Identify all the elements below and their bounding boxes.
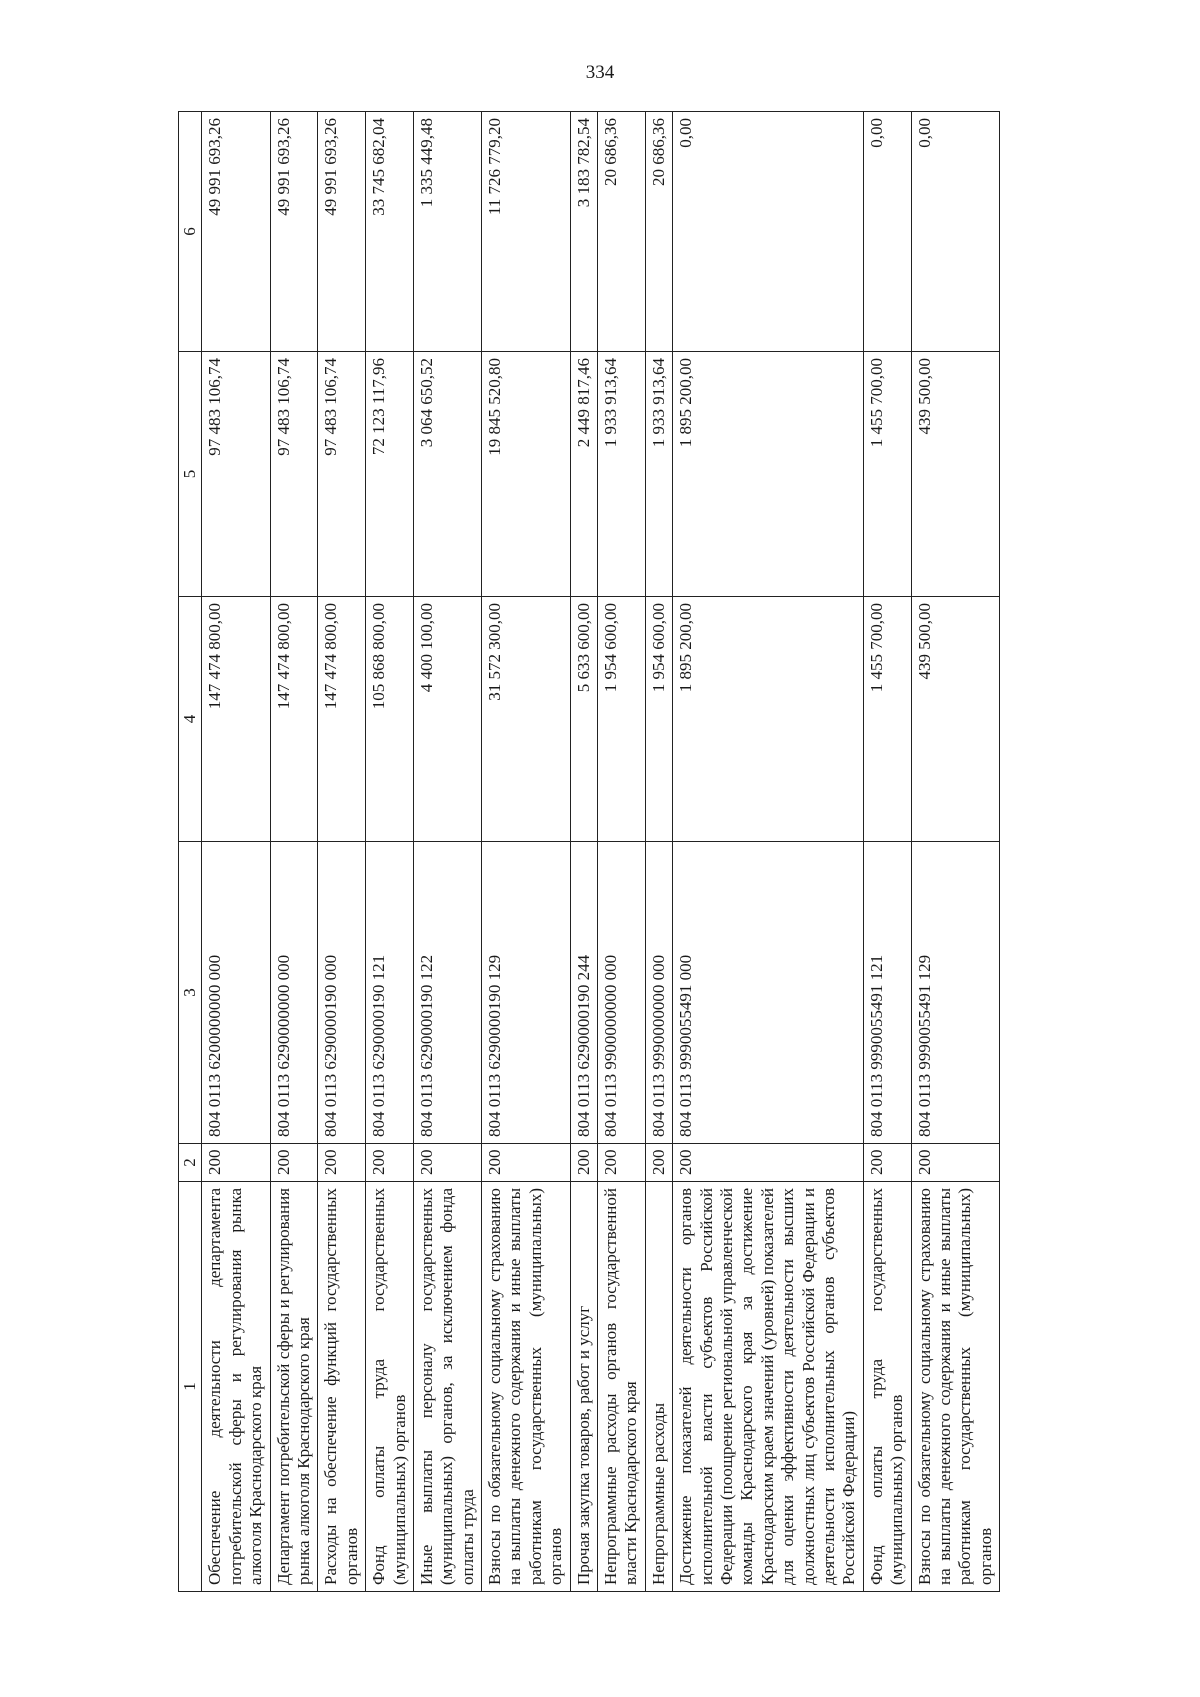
rotated-table-container <box>178 112 1038 1592</box>
row-admin-code: 200 <box>673 1144 864 1182</box>
row-admin-code: 200 <box>202 1144 270 1182</box>
header-row <box>179 112 202 1592</box>
row-value-col6: 49 991 693,26 <box>270 112 318 352</box>
row-value-col6: 49 991 693,26 <box>318 112 366 352</box>
table-row <box>202 112 270 1592</box>
row-admin-code: 200 <box>413 1144 481 1182</box>
row-value-col4: 1 455 700,00 <box>863 597 911 842</box>
row-name: Иные выплаты персоналу государственных (муниципальных) органов, за исключением фонда оплаты труда <box>413 1182 481 1592</box>
table-row <box>318 112 366 1592</box>
row-value-col5: 1 933 913,64 <box>645 352 672 597</box>
row-admin-code: 200 <box>645 1144 672 1182</box>
row-admin-code: 200 <box>863 1144 911 1182</box>
row-name: Департамент потребительской сферы и регулирования рынка алкоголя Краснодарского края <box>270 1182 318 1592</box>
row-value-col6: 20 686,36 <box>598 112 646 352</box>
page-number: 334 <box>585 62 615 83</box>
row-value-col4: 147 474 800,00 <box>270 597 318 842</box>
row-value-col4: 105 868 800,00 <box>366 597 414 842</box>
row-admin-code: 200 <box>570 1144 597 1182</box>
row-budget-code: 804 0113 6290000190 244 <box>570 842 597 1144</box>
row-name: Фонд оплаты труда государственных (муниципальных) органов <box>366 1182 414 1592</box>
header-col-1: 1 <box>179 1182 202 1592</box>
row-name: Фонд оплаты труда государственных (муниципальных) органов <box>863 1182 911 1592</box>
row-name: Непрограммные расходы органов государственной власти Краснодарского края <box>598 1182 646 1592</box>
row-budget-code: 804 0113 9990055491 121 <box>863 842 911 1144</box>
header-col-6: 6 <box>179 112 202 352</box>
row-budget-code: 804 0113 6290000190 129 <box>482 842 571 1144</box>
row-admin-code: 200 <box>482 1144 571 1182</box>
row-value-col5: 2 449 817,46 <box>570 352 597 597</box>
row-value-col5: 439 500,00 <box>911 352 1000 597</box>
table-row <box>598 112 646 1592</box>
row-value-col5: 97 483 106,74 <box>202 352 270 597</box>
table-row <box>270 112 318 1592</box>
header-col-5: 5 <box>179 352 202 597</box>
row-value-col6: 49 991 693,26 <box>202 112 270 352</box>
table-row <box>645 112 672 1592</box>
row-value-col5: 1 933 913,64 <box>598 352 646 597</box>
row-name: Взносы по обязательному социальному страхованию на выплаты денежного содержания и иные выплаты работникам государственных (муниципальных) органов <box>482 1182 571 1592</box>
row-value-col5: 97 483 106,74 <box>318 352 366 597</box>
row-budget-code: 804 0113 9990055491 129 <box>911 842 1000 1144</box>
row-budget-code: 804 0113 6290000190 121 <box>366 842 414 1144</box>
row-admin-code: 200 <box>270 1144 318 1182</box>
row-budget-code: 804 0113 6290000190 000 <box>318 842 366 1144</box>
row-value-col6: 20 686,36 <box>645 112 672 352</box>
row-budget-code: 804 0113 9990000000 000 <box>645 842 672 1144</box>
row-value-col4: 1 954 600,00 <box>645 597 672 842</box>
header-col-3: 3 <box>179 842 202 1144</box>
row-value-col5: 3 064 650,52 <box>413 352 481 597</box>
header-col-2: 2 <box>179 1144 202 1182</box>
row-value-col4: 1 954 600,00 <box>598 597 646 842</box>
row-budget-code: 804 0113 6200000000 000 <box>202 842 270 1144</box>
row-admin-code: 200 <box>598 1144 646 1182</box>
row-value-col6: 33 745 682,04 <box>366 112 414 352</box>
table-row <box>863 112 911 1592</box>
row-value-col5: 97 483 106,74 <box>270 352 318 597</box>
row-value-col5: 1 455 700,00 <box>863 352 911 597</box>
row-value-col6: 0,00 <box>673 112 864 352</box>
row-value-col4: 147 474 800,00 <box>318 597 366 842</box>
row-admin-code: 200 <box>366 1144 414 1182</box>
row-name: Взносы по обязательному социальному страхованию на выплаты денежного содержания и иные выплаты работникам государственных (муниципальных) органов <box>911 1182 1000 1592</box>
row-value-col4: 4 400 100,00 <box>413 597 481 842</box>
row-value-col6: 11 726 779,20 <box>482 112 571 352</box>
header-col-4: 4 <box>179 597 202 842</box>
row-value-col4: 439 500,00 <box>911 597 1000 842</box>
row-value-col6: 0,00 <box>863 112 911 352</box>
row-value-col6: 1 335 449,48 <box>413 112 481 352</box>
row-budget-code: 804 0113 9900000000 000 <box>598 842 646 1144</box>
row-value-col4: 1 895 200,00 <box>673 597 864 842</box>
row-name: Достижение показателей деятельности органов исполнительной власти субъектов Российской Федерации (поощрение региональной управленческой команды Краснодарского края за достижение Краснодарским краем значений (уровней) показателей для оценки эффективности деятельности высших должностных лиц субъектов Российской Федерации и деятельности исполнительных органов субъектов Российской Федерации) <box>673 1182 864 1592</box>
row-name: Обеспечение деятельности департамента потребительской сферы и регулирования рынка алкоголя Краснодарского края <box>202 1182 270 1592</box>
row-value-col5: 72 123 117,96 <box>366 352 414 597</box>
table-row <box>570 112 597 1592</box>
row-name: Непрограммные расходы <box>645 1182 672 1592</box>
row-value-col5: 1 895 200,00 <box>673 352 864 597</box>
row-value-col4: 147 474 800,00 <box>202 597 270 842</box>
table-row <box>482 112 571 1592</box>
table-row <box>673 112 864 1592</box>
row-value-col5: 19 845 520,80 <box>482 352 571 597</box>
row-name: Расходы на обеспечение функций государственных органов <box>318 1182 366 1592</box>
row-name: Прочая закупка товаров, работ и услуг <box>570 1182 597 1592</box>
row-budget-code: 804 0113 6290000000 000 <box>270 842 318 1144</box>
row-value-col6: 3 183 782,54 <box>570 112 597 352</box>
table-row <box>911 112 1000 1592</box>
row-budget-code: 804 0113 6290000190 122 <box>413 842 481 1144</box>
row-value-col4: 31 572 300,00 <box>482 597 571 842</box>
table-row <box>366 112 414 1592</box>
row-value-col6: 0,00 <box>911 112 1000 352</box>
row-budget-code: 804 0113 9990055491 000 <box>673 842 864 1144</box>
table-row <box>413 112 481 1592</box>
row-value-col4: 5 633 600,00 <box>570 597 597 842</box>
row-admin-code: 200 <box>911 1144 1000 1182</box>
row-admin-code: 200 <box>318 1144 366 1182</box>
budget-table <box>178 111 1000 1592</box>
